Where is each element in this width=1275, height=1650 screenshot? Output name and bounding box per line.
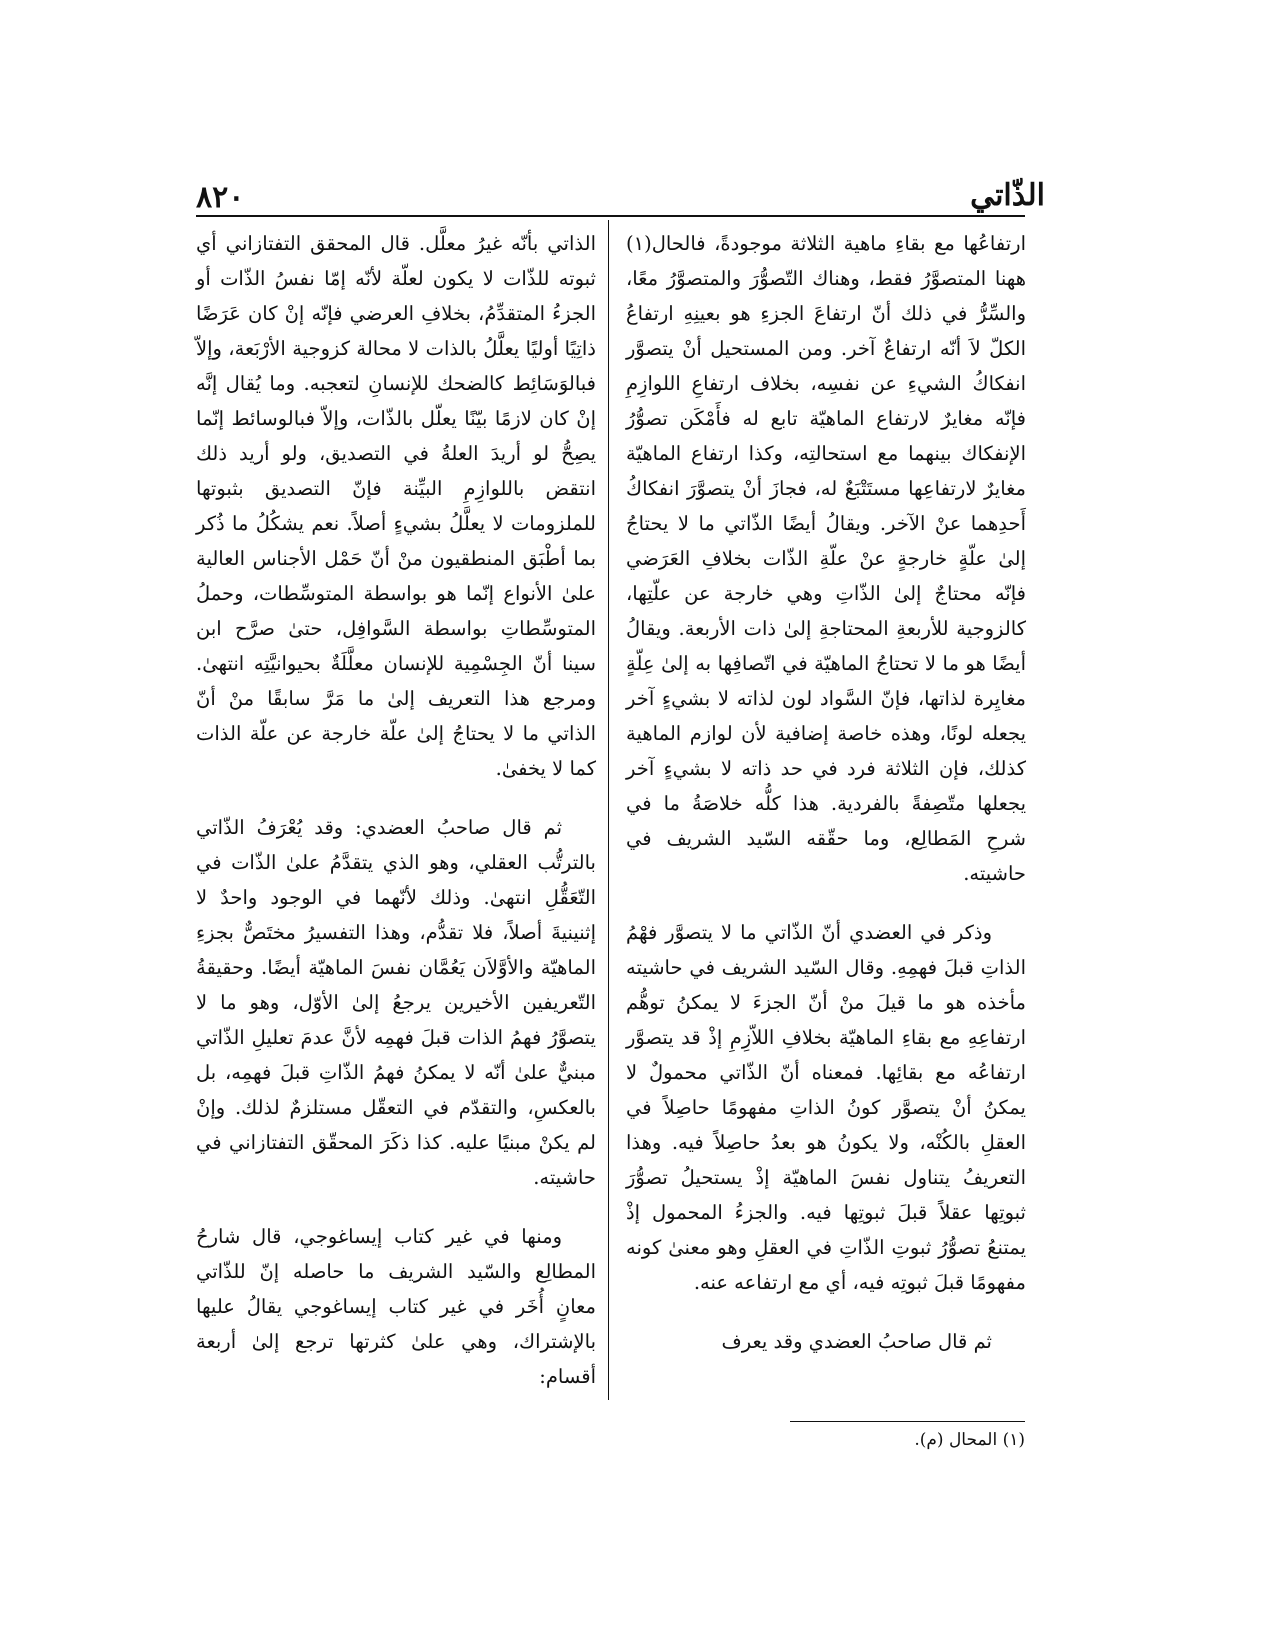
- right-column: [626, 226, 1026, 1359]
- paragraph: ارتفاعُها مع بقاءِ ماهية الثلاثة موجودةً، فالحال(١) ههنا المتصوَّرُ فقط، وهناك التّصوُّرَ والمتصوَّرُ معًا، والسِّرُّ في ذلك أنّ ارتفاعَ الجزءِ هو بعينِهِ ارتفاعُ الكلّ لاَ أنّه ارتفاعٌ آخر. ومن المستحيل أنْ يتصوَّر انفكاكُ الشيءِ عن نفسِه، بخلاف ارتفاعِ اللوازِمِ فإنّه مغايرٌ لارتفاع الماهيّة تابع له فأَمْكَن تصوُّرُ الإنفكاك بينهما مع استحالتِه، وكذا ارتفاع الماهيّة مغايرٌ لارتفاعِها مستَتْبَعٌ له، فجازَ أنْ يتصوَّرَ انفكاكُ أَحدِهما عنْ الآخر. ويقالُ أيضًا الذّاتي ما لا يحتاجُ إلىٰ علّةٍ خارجةٍ عنْ علّةِ الذّات بخلافِ العَرَضي فإنّه محتاجٌ إلىٰ الذّاتِ وهي خارجة عن علّتِها، كالزوجية للأربعةِ المحتاجةِ إلىٰ ذات الأربعة. ويقالُ أيضًا هو ما لا تحتاجُ الماهيّة في اتّصافِها به إلىٰ عِلّةٍ مغايِرة لذاتها، فإنّ السَّواد لون لذاته لا بشيءٍ آخر يجعله لونًا، وهذه خاصة إضافية لأن لوازم الماهية كذلك، فإن الثلاثة فرد في حد ذاته لا بشيءٍ آخر يجعلها متّصِفةً بالفردية. هذا كلُّه خلاصَةُ ما في شرحِ المَطالِع، وما حقّقه السّيد الشريف في حاشيته.: [626, 232, 1026, 885]
- page-number: ٨٢٠: [196, 180, 245, 215]
- paragraph: ومنها في غير كتاب إيساغوجي، قال شارحُ المطالِع والسّيد الشريف ما حاصله إنّ للذّاتي معانٍ أُخَر في غير كتاب إيساغوجي يقالُ عليها بالإشتراك، وهي علىٰ كثرتها ترجع إلىٰ أربعة أقسام:: [196, 1225, 596, 1388]
- running-header-title: الذّاتي: [970, 178, 1045, 213]
- footnote: (١) المحال (م).: [914, 1430, 1025, 1450]
- header-rule: [196, 215, 1025, 217]
- paragraph: ثم قال صاحبُ العضدي: وقد يُعْرَفُ الذّاتي بالترتُّب العقلي، وهو الذي يتقدَّمُ علىٰ الذّات في التّعَقُّلِ انتهىٰ. وذلك لأنّهما في الوجود واحدٌ لا إثنينيةَ أصلاً، فلا تقدُّم، وهذا التفسيرُ مختَصٌّ بجزءِ الماهيّة والأوَّلاَن يَعُمَّان نفسَ الماهيّة أيضًا. وحقيقةُ التّعريفين الأخيرين يرجعُ إلىٰ الأوّل، وهو ما لا يتصوَّرُ فهمُ الذات قبلَ فهمِه لأنَّ عدمَ تعليلِ الذّاتي مبنيٌّ علىٰ أنّه لا يمكنُ فهمُ الذّاتِ قبلَ فهمِه، بل بالعكسِ، والتقدّم في التعقّل مستلزمٌ لذلك. وإنْ لم يكنْ مبنيًا عليه. كذا ذكَرَ المحقّق التفتازاني في حاشيته.: [196, 816, 596, 1189]
- left-column: [196, 226, 596, 1394]
- column-divider: [608, 220, 609, 1400]
- paragraph: ثم قال صاحبُ العضدي وقد يعرف: [721, 1330, 992, 1353]
- paragraph: وذكر في العضدي أنّ الذّاتي ما لا يتصوَّر فهْمُ الذاتِ قبلَ فهمِهِ. وقال السّيد الشريف في حاشيته مأخذه هو ما قيلَ منْ أنّ الجزءَ لا يمكنُ توهُّم ارتفاعِهِ مع بقاءِ الماهيّة بخلافِ اللاّزِمِ إذْ قد يتصوَّر ارتفاعُه مع بقائِها. فمعناه أنّ الذّاتي محمولٌ لا يمكنُ أنْ يتصوَّر كونُ الذاتِ مفهومًا حاصِلاً في العقلِ بالكُنْه، ولا يكونُ هو بعدُ حاصِلاً فيه. وهذا التعريفُ يتناول نفسَ الماهيّة إذْ يستحيلُ تصوُّرَ ثبوتِها عقلاً قبلَ ثبوتِها فيه. والجزءُ المحمول إذْ يمتنعُ تصوُّرُ ثبوتِ الذّاتِ في العقلِ وهو معنىٰ كونه مفهومًا قبلَ ثبوتِه فيه، أي مع ارتفاعه عنه.: [626, 921, 1026, 1294]
- footnote-rule: [790, 1421, 1025, 1422]
- paragraph: الذاتي بأنّه غيرُ معلَّل. قال المحقق التفتازاني أي ثبوته للذّات لا يكون لعلّة لأنّه إمّا نفسُ الذّات أو الجزءُ المتقدِّمُ، بخلافِ العرضي فإنّه إنْ كان عَرَضًا ذاتِيًا أوليًا يعلَّلُ بالذات لا محالة كزوجية الأرْبَعة، وإلاّ فبالوَسَائِط كالضحك للإنسانِ لتعجبه. وما يُقال إنَّه إنْ كان لازمًا بيّنًا يعلّل بالذّات، وإلاّ فبالوسائط إنّما يصِحُّ لو أريدَ العلةُ في التصديق، ولو أريد ذلك انتقض باللوازِمِ البيِّنة فإنّ التصديق بثبوتها للملزومات لا يعلَّلُ بشيءٍ أصلاً. نعم يشكُلُ ما ذُكر بما أطْبَق المنطقيون منْ أنّ حَمْل الأجناس العالية علىٰ الأنواع إنّما هو بواسطة المتوسِّطات، وحملُ المتوسِّطاتِ بواسطة السَّوافِل، حتىٰ صرَّح ابن سينا أنّ الجِسْمِية للإنسان معلَّلَةٌ بحيوانيَّتِه انتهىٰ. ومرجع هذا التعريف إلىٰ ما مَرَّ سابقًا منْ أنّ الذاتي ما لا يحتاجُ إلىٰ علّة خارجة عن علّة الذات كما لا يخفىٰ.: [196, 232, 596, 780]
